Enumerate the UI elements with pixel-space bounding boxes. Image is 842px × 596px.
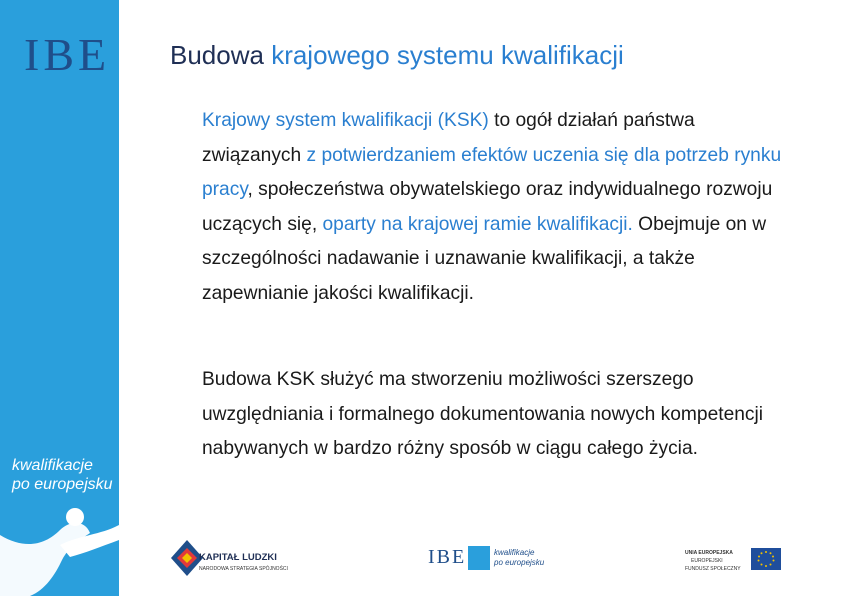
eu-flag-icon: [751, 548, 781, 570]
eu-line-1: UNIA EUROPEJSKA: [685, 550, 733, 556]
kapital-ludzki-logo: [167, 538, 317, 578]
p1-segment-ksk: Krajowy system kwalifikacji (KSK): [202, 110, 489, 131]
kapital-ludzki-title: KAPITAŁ LUDZKI: [199, 552, 277, 563]
kapital-ludzki-subtitle: NARODOWA STRATEGIA SPÓJNOŚCI: [199, 566, 288, 572]
eu-logo: [685, 546, 785, 576]
ibe-footer-tag2: po europejsku: [494, 558, 545, 567]
eu-line-2: EUROPEJSKI: [691, 558, 723, 564]
ibe-footer-logo: [428, 544, 558, 574]
tagline-line-2: po europejsku: [12, 476, 113, 493]
jumping-person-icon: [0, 505, 119, 596]
sidebar: [0, 0, 119, 596]
paragraph-2: Budowa KSK służyć ma stworzeniu możliwości szerszego uwzględniania i formalnego dokumentowania nowych kompetencji nabywanych w bardzo różny sposób w ciągu całego życia.: [202, 369, 764, 459]
ibe-footer-text: IBE: [428, 546, 467, 568]
p1-segment-4: , społeczeństwa obywatelskiego oraz indywidualnego rozwoju uczących się,: [202, 179, 773, 235]
p1-segment-2: to ogół działań państwa związanych: [202, 110, 695, 166]
title-part-2: krajowego systemu kwalifikacji: [263, 40, 624, 70]
ibe-footer-tag1: kwalifikacje: [494, 548, 535, 557]
eu-line-3: FUNDUSZ SPOŁECZNY: [685, 566, 741, 572]
title-part-1: Budowa: [170, 40, 264, 70]
page-title: [170, 40, 624, 71]
paragraph-1: [202, 104, 792, 311]
p1-segment-5: oparty na krajowej ramie kwalifikacji.: [317, 213, 633, 235]
p1-segment-6: Obejmuje on w szczególności nadawanie i uznawanie kwalifikacji, a także zapewnianie jakości kwalifikacji.: [202, 213, 767, 304]
ibe-footer-badge: [468, 546, 490, 570]
ibe-logo: IBE: [24, 29, 111, 80]
tagline-line-1: kwalifikacje: [12, 457, 93, 474]
sidebar-tagline: [12, 456, 113, 494]
p1-segment-3: z potwierdzaniem efektów uczenia się dla potrzeb rynku pracy: [202, 144, 782, 200]
